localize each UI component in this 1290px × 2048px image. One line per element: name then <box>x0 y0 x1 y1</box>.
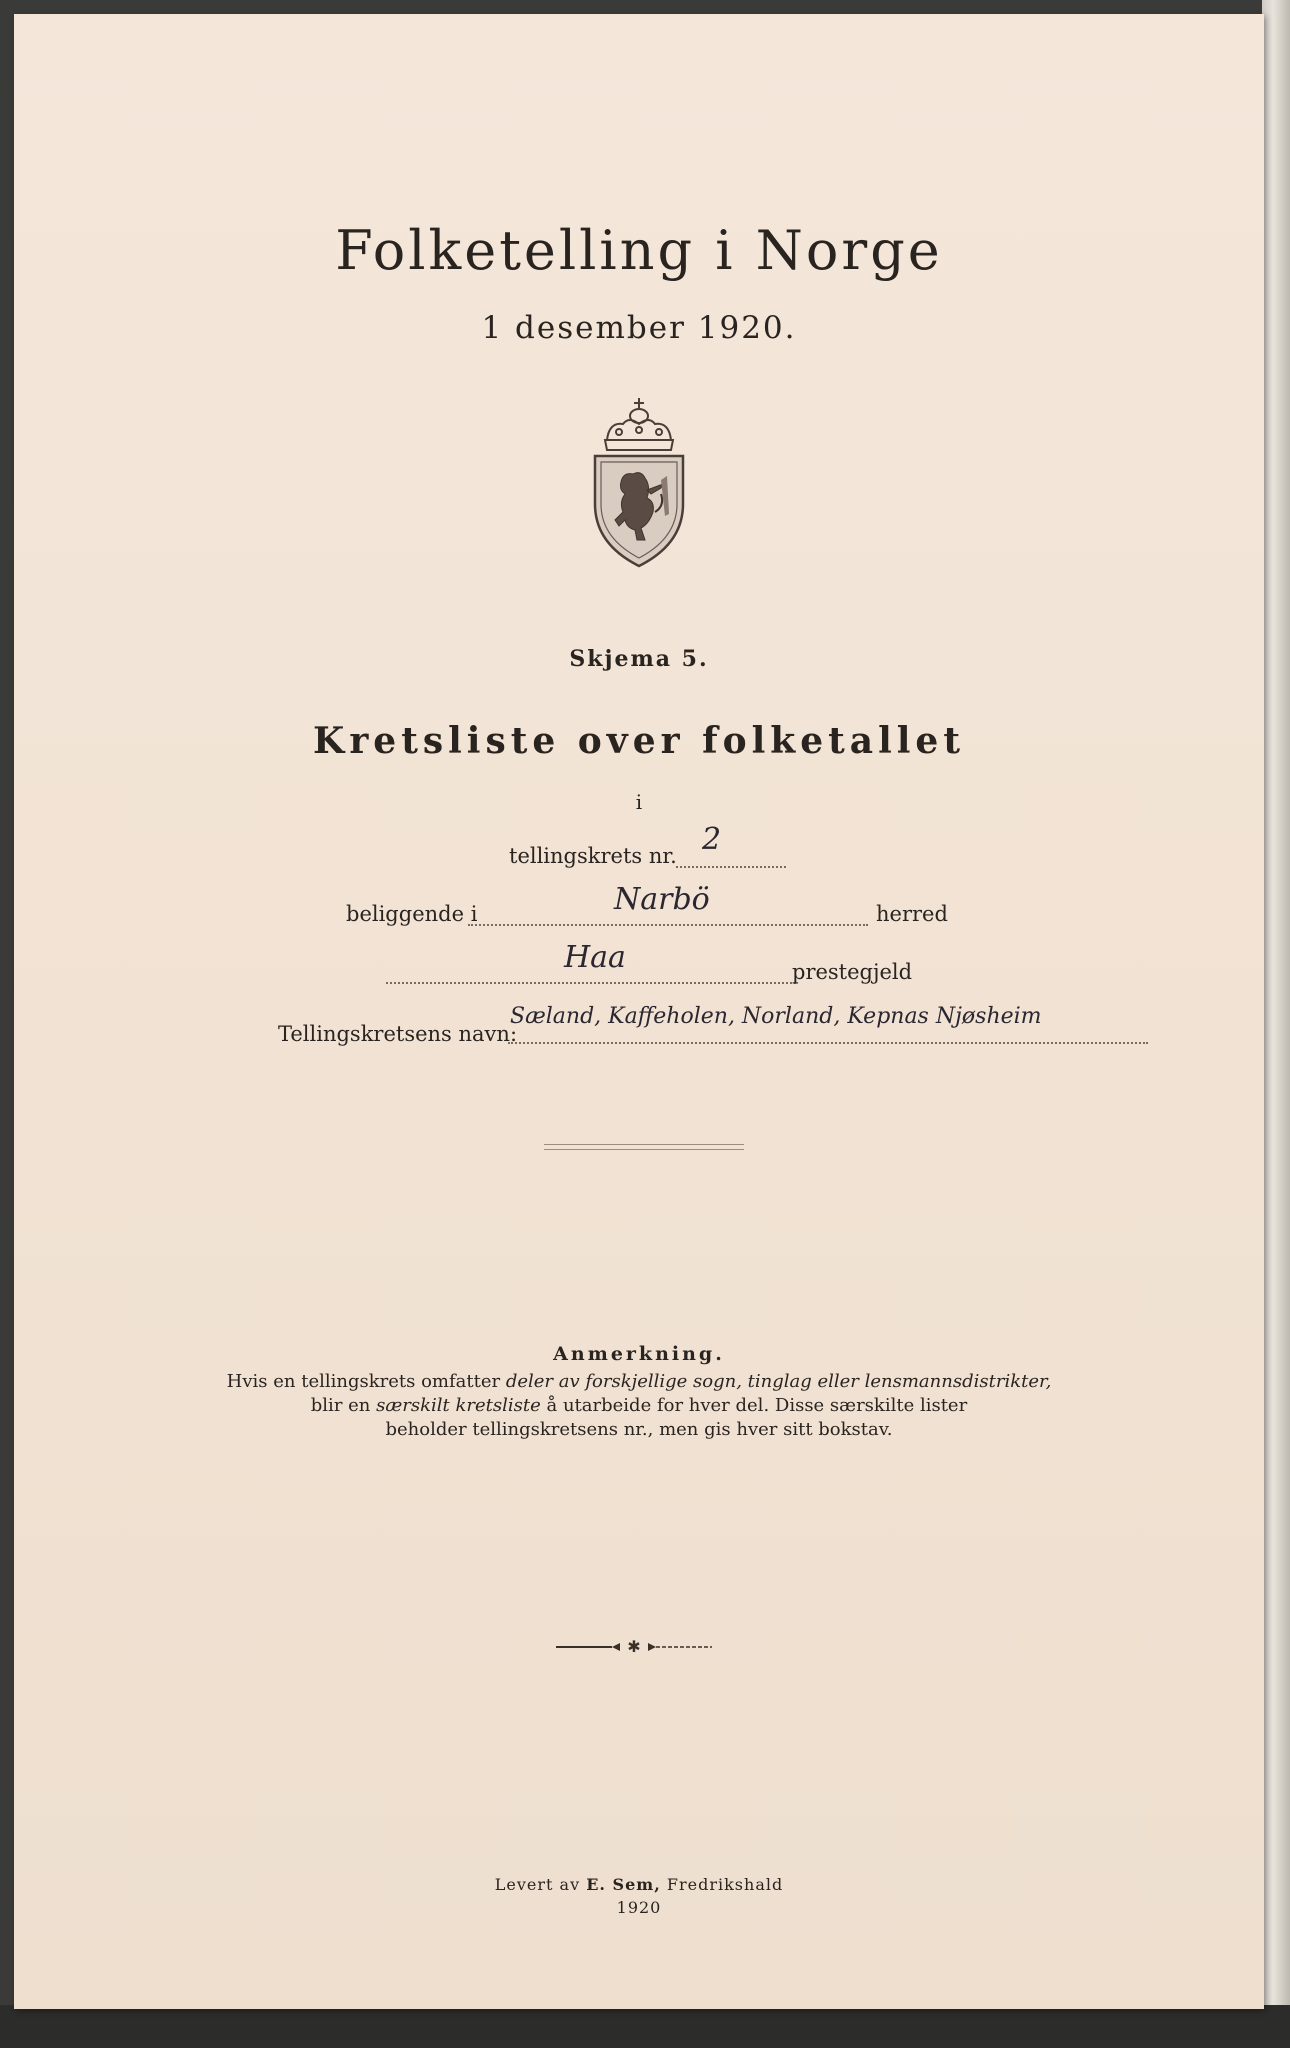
note-line-1-emphasis: deler av forskjellige sogn, tinglag eller lensmannsdistrikter, <box>505 1371 1052 1392</box>
printer-name: E. Sem, <box>586 1875 661 1894</box>
page-edge-right <box>1262 0 1290 2048</box>
note-line-1-text: Hvis en tellingskrets omfatter <box>226 1371 506 1392</box>
located-in-label: beliggende i <box>346 902 478 926</box>
prestegjeld-value: Haa <box>564 940 626 975</box>
form-heading: Kretsliste over folketallet <box>313 720 965 762</box>
district-name-label: Tellingskretsens navn: <box>278 1022 518 1046</box>
connector-word: i <box>635 790 643 814</box>
norwegian-coat-of-arms-icon <box>589 394 689 569</box>
census-date: 1 desember 1920. <box>481 310 797 346</box>
district-number-line <box>676 836 786 868</box>
printer-credit <box>14 1875 1264 1894</box>
ornament-divider-icon <box>554 1637 714 1657</box>
note-title: Anmerkning. <box>553 1343 725 1365</box>
scan-background-bottom <box>0 2005 1290 2048</box>
svg-text:✱: ✱ <box>627 1637 641 1656</box>
district-name-value: Sæland, Kaffeholen, Norland, Kepnas Njøsheim <box>510 1004 1042 1029</box>
note-line-3: beholder tellingskretsens nr., men gis hver sitt bokstav. <box>385 1419 893 1440</box>
census-form-page <box>14 14 1264 2009</box>
note-line-2-text-a: blir en <box>310 1395 377 1416</box>
schema-number: Skjema 5. <box>569 646 709 672</box>
printer-suffix: Fredrikshald <box>660 1875 784 1894</box>
note-line-2 <box>14 1395 1264 1416</box>
note-line-2-text-b: å utarbeide for hver del. Disse særskilte lister <box>540 1395 968 1416</box>
separator-line <box>544 1144 744 1150</box>
prestegjeld-label: prestegjeld <box>792 960 913 984</box>
note-line-2-emphasis: særskilt kretsliste <box>376 1395 541 1416</box>
printer-prefix: Levert av <box>494 1875 587 1894</box>
district-number-value: 2 <box>702 822 722 857</box>
herred-label: herred <box>876 902 948 926</box>
printer-year: 1920 <box>616 1898 662 1917</box>
district-number-label: tellingskrets nr. <box>509 844 677 868</box>
document-title: Folketelling i Norge <box>335 219 943 282</box>
herred-value: Narbö <box>614 882 710 917</box>
note-line-1 <box>14 1371 1264 1392</box>
